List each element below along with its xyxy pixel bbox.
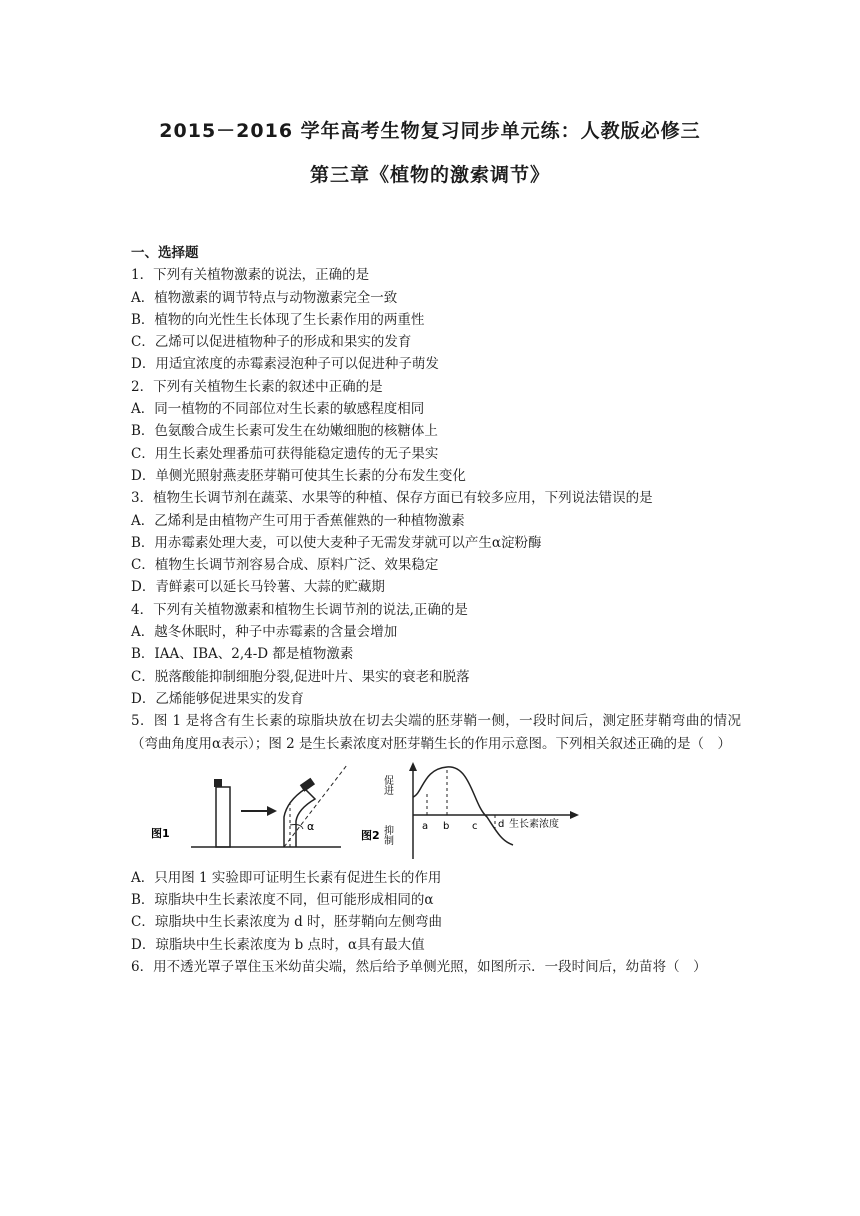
question-4-option-a: A．越冬休眠时，种子中赤霉素的含量会增加	[131, 624, 398, 641]
question-5-option-d: D．琼脂块中生长素浓度为 b 点时，α具有最大值	[131, 936, 425, 953]
question-3-option-a: A．乙烯利是由植物产生可用于香蕉催熟的一种植物激素	[131, 512, 465, 529]
question-5-option-a: A．只用图 1 实验即可证明生长素有促进生长的作用	[131, 869, 442, 886]
figure-1-alpha: α	[307, 819, 315, 833]
figure-2-x-arrow-icon	[570, 811, 579, 819]
figure-1-coleoptile-diagram	[151, 759, 371, 859]
figure-2-y-arrow-icon	[409, 762, 417, 771]
figure-2-label: 图2	[361, 828, 380, 842]
figure-2-point-b: b	[443, 820, 450, 832]
section-heading: 一、选择题	[131, 245, 199, 261]
figure-2-point-d: d	[498, 818, 505, 830]
question-5-stem: 5．图 1 是将含有生长素的琼脂块放在切去尖端的胚芽鞘一侧，一段时间后，测定胚芽鞘弯曲的情况（弯曲角度用α表示）；图 2 是生长素浓度对胚芽鞘生长的作用示意图。下列相关叙述正确的是（ ）	[131, 713, 741, 752]
figure-2-curve	[413, 767, 513, 845]
question-2-stem: 2．下列有关植物生长素的叙述中正确的是	[131, 378, 383, 395]
question-5-option-c: C．琼脂块中生长素浓度为 d 时，胚芽鞘向左侧弯曲	[131, 914, 443, 931]
question-3-option-d: D．青鲜素可以延长马铃薯、大蒜的贮藏期	[131, 579, 385, 596]
question-1-option-a: A．植物激素的调节特点与动物激素完全一致	[131, 289, 398, 306]
question-6-stem: 6．用不透光罩子罩住玉米幼苗尖端，然后给予单侧光照，如图所示．一段时间后，幼苗将（ ）	[131, 959, 707, 976]
page-title-line2: 第三章《植物的激索调节》	[309, 164, 550, 186]
question-2-option-c: C．用生长素处理番茄可获得能稳定遗传的无子果实	[131, 445, 439, 462]
question-list	[131, 242, 741, 978]
figure-2-concentration-curve	[361, 759, 611, 863]
question-1-option-d: D．用适宜浓度的赤霉素浸泡种子可以促进种子萌发	[131, 356, 439, 373]
figure-2-y-bottom-label: 抑制	[381, 824, 393, 845]
question-2-option-b: B．色氨酸合成生长素可发生在幼嫩细胞的核糖体上	[131, 423, 438, 440]
question-1-stem: 1．下列有关植物激素的说法，正确的是	[131, 267, 370, 284]
figure-1-label: 图1	[151, 826, 170, 840]
question-3-option-c: C．植物生长调节剂容易合成、原料广泛、效果稳定	[131, 557, 439, 574]
figure-2-point-c: c	[472, 820, 478, 832]
figure-1-arrow-head-icon	[267, 806, 277, 816]
page-title-line1: 2015－2016 学年高考生物复习同步单元练：人教版必修三	[159, 120, 701, 142]
figure-1-dashed-guide	[284, 765, 347, 847]
question-4-stem: 4．下列有关植物激素和植物生长调节剂的说法,正确的是	[131, 601, 468, 618]
question-4-option-d: D．乙烯能够促进果实的发育	[131, 690, 304, 707]
question-2-option-d: D．单侧光照射燕麦胚芽鞘可使其生长素的分布发生变化	[131, 467, 466, 484]
figure-2-point-a: a	[422, 820, 429, 832]
question-4-option-b: B．IAA、IBA、2,4-D 都是植物激素	[131, 646, 354, 663]
figure-2-y-top-label: 促进	[381, 774, 393, 795]
question-5-figures	[131, 759, 741, 863]
figure-1-coleoptile-cut	[216, 787, 230, 847]
question-5-option-b: B．琼脂块中生长素浓度不同，但可能形成相同的α	[131, 892, 434, 909]
question-4-option-c: C．脱落酸能抑制细胞分裂,促进叶片、果实的衰老和脱落	[131, 668, 470, 685]
figure-1-bent-agar-block	[300, 778, 315, 792]
figure-1-bent-coleoptile	[284, 789, 315, 847]
question-2-option-a: A．同一植物的不同部位对生长素的敏感程度相同	[131, 401, 425, 418]
question-3-stem: 3．植物生长调节剂在蔬菜、水果等的种植、保存方面已有较多应用，下列说法错误的是	[131, 490, 653, 507]
figure-1-agar-block	[214, 779, 222, 787]
question-1-option-b: B．植物的向光性生长体现了生长素作用的两重性	[131, 311, 425, 328]
question-1-option-c: C．乙烯可以促进植物种子的形成和果实的发育	[131, 334, 412, 351]
question-3-option-b: B．用赤霉素处理大麦，可以使大麦种子无需发芽就可以产生α淀粉酶	[131, 534, 542, 551]
figure-2-x-axis-label: 生长素浓度	[509, 818, 559, 830]
